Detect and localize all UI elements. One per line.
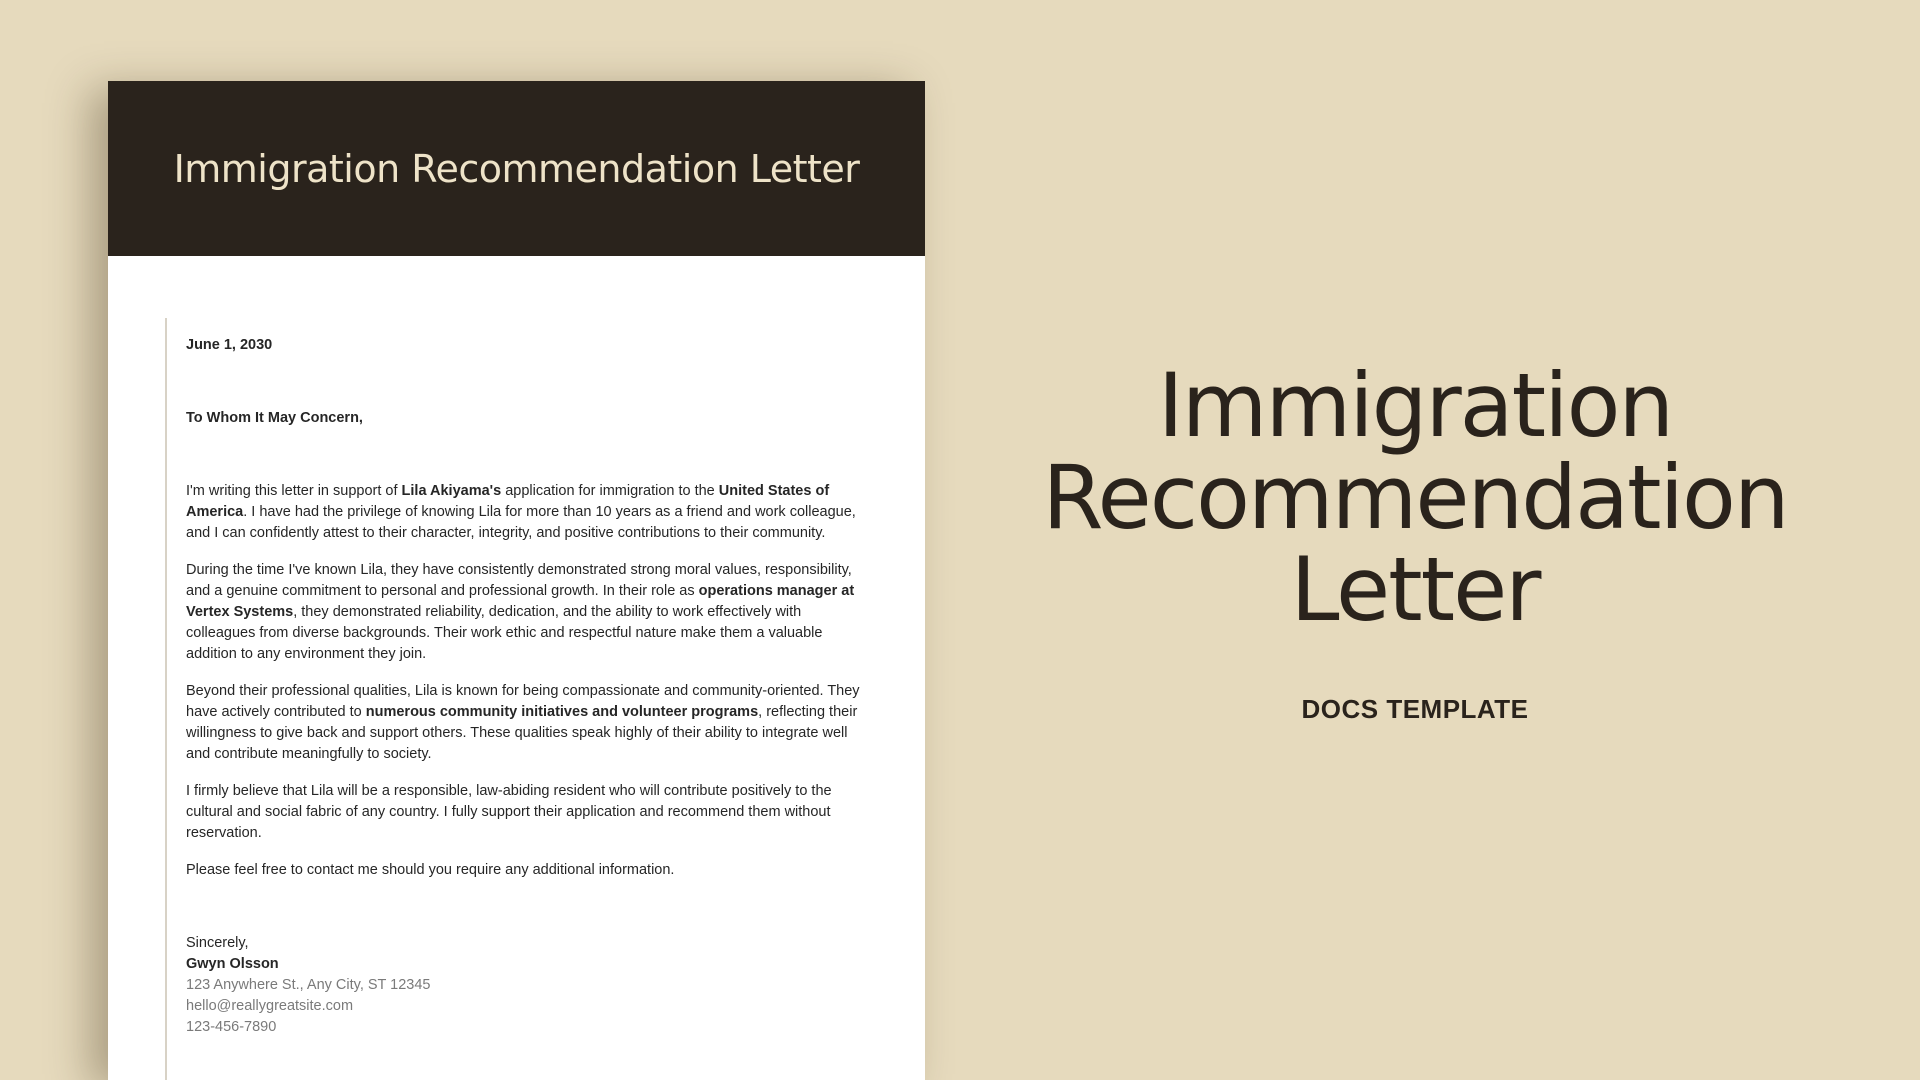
letter-emphasis: United States of America xyxy=(186,483,830,520)
document-header-title: Immigration Recommendation Letter xyxy=(173,146,860,191)
hero-subtitle: DOCS TEMPLATE xyxy=(1301,694,1529,724)
letter-document-preview xyxy=(108,81,925,1080)
letter-salutation: To Whom It May Concern, xyxy=(186,410,363,426)
signer-phone: 123-456-7890 xyxy=(186,1019,277,1035)
hero-title-line: Immigration xyxy=(1157,354,1673,457)
letter-text: , they demonstrated reliability, dedication, and the ability to work effectively with colleagues from diverse backgrounds. Their work ethic and respectful nature make them a valuable addition to any environment they join. xyxy=(186,604,823,662)
letter-emphasis: numerous community initiatives and volunteer programs xyxy=(365,704,759,720)
hero-title-line: Recommendation xyxy=(1042,446,1788,549)
letter-paragraph xyxy=(186,481,866,544)
letter-paragraph xyxy=(186,781,866,844)
letter-paragraph xyxy=(186,560,866,665)
signer-email: hello@reallygreatsite.com xyxy=(186,998,354,1014)
signer-address: 123 Anywhere St., Any City, ST 12345 xyxy=(186,977,431,993)
letter-emphasis: operations manager at Vertex Systems xyxy=(186,583,855,620)
letter-text: During the time I've known Lila, they have consistently demonstrated strong moral values, responsibility, and a genuine commitment to personal and professional growth. In their role as xyxy=(186,562,852,599)
letter-text: I'm writing this letter in support of xyxy=(186,483,402,499)
letter-text: application for immigration to the xyxy=(501,483,719,499)
hero-title-line: Letter xyxy=(1290,538,1540,641)
letter-text: Beyond their professional qualities, Lila is known for being compassionate and community-oriented. They have actively contributed to xyxy=(186,683,860,720)
letter-content xyxy=(186,335,866,1038)
letter-body xyxy=(186,481,866,881)
letter-paragraph xyxy=(186,681,866,765)
document-margin-rule xyxy=(165,318,167,1080)
letter-text: . I have had the privilege of knowing Lila for more than 10 years as a friend and work colleague, and I can confidently attest to their character, integrity, and positive contributions to their community. xyxy=(186,504,856,541)
letter-emphasis: Lila Akiyama's xyxy=(401,483,502,499)
letter-text: Please feel free to contact me should you require any additional information. xyxy=(186,862,675,878)
hero-section xyxy=(960,354,1870,725)
letter-signature-block xyxy=(186,933,866,1038)
letter-paragraph xyxy=(186,860,866,881)
letter-text: I firmly believe that Lila will be a responsible, law-abiding resident who will contribute positively to the cultural and social fabric of any country. I fully support their application and recommend them without reservation. xyxy=(186,783,832,841)
hero-title xyxy=(960,354,1870,641)
document-header-band xyxy=(108,81,925,256)
letter-text: , reflecting their willingness to give back and support others. These qualities speak highly of their ability to integrate well and contribute meaningfully to society. xyxy=(186,704,858,762)
signer-name: Gwyn Olsson xyxy=(186,956,279,972)
letter-date: June 1, 2030 xyxy=(186,337,273,353)
letter-closing: Sincerely, xyxy=(186,935,249,951)
